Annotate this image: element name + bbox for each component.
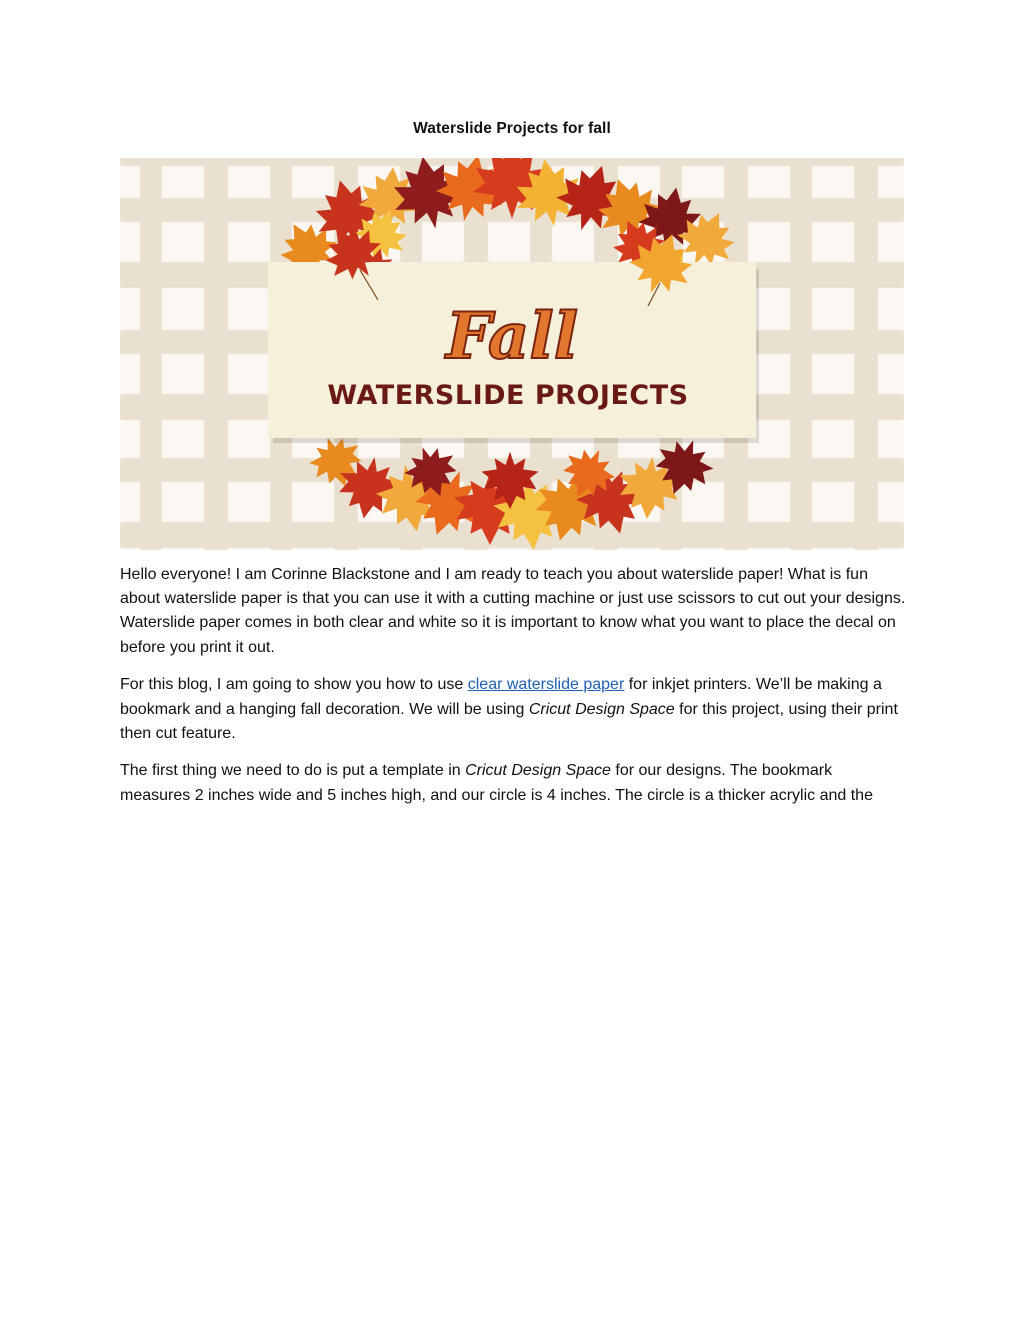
fall-banner-graphic <box>120 158 904 550</box>
paragraph-text: for inkjet printers. We’ll be making a bookmark and a hanging fall decoration. We will be using <box>120 676 882 718</box>
hero-subtitle: WATERSLIDE PROJECTS <box>327 380 689 411</box>
article-body <box>120 563 906 821</box>
software-name: Cricut Design Space <box>528 700 675 718</box>
paragraph-intro: Hello everyone! I am Corinne Blackstone and I am ready to teach you about waterslide paper! What is fun about waterslide paper is that you can use it with a cutting machine or just use scissors to cut out your designs. Waterslide paper comes in both clear and white so it is important to know what you want to place the decal on before you print it out. <box>120 566 906 656</box>
paragraph-overview <box>120 673 906 746</box>
hero-script-title: Fall <box>445 299 579 374</box>
software-name: Cricut Design Space <box>465 762 611 780</box>
paragraph-template <box>120 759 906 807</box>
hero-banner-image <box>120 158 904 550</box>
paragraph-text: For this blog, I am going to show you how to use <box>120 676 468 694</box>
paragraph-text: for this project, using their print then cut feature. <box>120 700 898 742</box>
paragraph-text: The first thing we need to do is put a template in <box>120 762 466 780</box>
clear-waterslide-paper-link[interactable]: clear waterslide paper <box>467 676 625 694</box>
paragraph-text: for our designs. The bookmark measures 2 inches wide and 5 inches high, and our circle is 4 inches. The circle is a thicker acrylic and the <box>120 762 873 804</box>
page-title: Waterslide Projects for fall <box>413 120 611 137</box>
